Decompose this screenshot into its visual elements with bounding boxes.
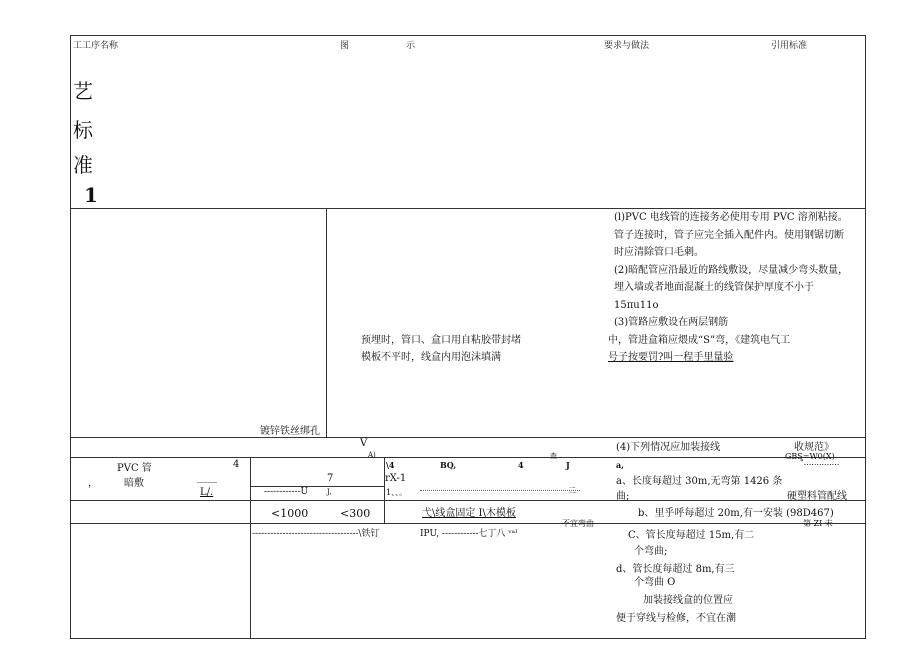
row-divider-3 [70, 457, 866, 458]
diagram-ipu: IPU, ------------七丁八 ᵛᵃᴵ [420, 529, 518, 539]
item-d: d、管长度每超过 8m,有三 [616, 564, 735, 575]
diagram-dash-u: ------------U [264, 487, 309, 497]
req-line: (l)PVC 电线管的连接务必使用专用 PVC 溶剂粘接。 [614, 212, 848, 223]
standard-pvc-wiring: 硬塑料管配线 [787, 491, 847, 502]
diagram-bq: BQ, [440, 460, 457, 470]
diagram-box-fix: 弋\线盒固定 I\木模板 [422, 508, 516, 519]
frame-left [70, 35, 71, 639]
side-title-char-1: 艺 [73, 79, 93, 103]
diagram-ra: a, [616, 460, 624, 470]
dimension-1000: <1000 [271, 507, 309, 520]
label-comma: ， [88, 478, 98, 489]
req-line-s-bend: 中，管进盒箱应煨成“S”弯，《建筑电气工 [608, 335, 791, 346]
label-concealed: 暗敷 [124, 478, 144, 489]
item-a-cont: 曲; [616, 491, 630, 502]
row-divider-4 [70, 500, 866, 501]
standard-gb: GBS=W0(X) [785, 452, 835, 461]
item-b: b、里乎呼每超过 20m,有一安装 (98D467) [638, 508, 834, 519]
req-line: (2)暗配管应沿最近的路线敷设，尽量减少弯头数量， [614, 264, 849, 276]
standard-code-spec: 收规范》 [794, 442, 834, 453]
header-process-name: 工工序名称 [73, 41, 119, 51]
diagram-rx: rX-1 [385, 473, 407, 484]
req-line: 15πu11o [614, 299, 659, 311]
req-line: 时应清除管口毛刺。 [614, 247, 704, 258]
req-line: (3)管路应敷设在两层钢筋 [614, 317, 729, 328]
diagram-quote-dots: ".............. [800, 458, 840, 467]
col-divider-3 [384, 457, 385, 523]
req-line: 埋入墙或者地面混凝土的线管保护厚度不小于 [614, 282, 814, 293]
header-diagram-b: 示 [406, 41, 416, 51]
diagram-er: 二 [568, 486, 576, 495]
diagram-r4: 4 [518, 460, 524, 470]
header-requirements: 要求与做法 [604, 41, 650, 51]
frame-top [70, 35, 866, 36]
label-l-slash: L/. [200, 487, 214, 498]
diagram-rj: J [566, 460, 570, 470]
note-foam: 模板不平时，线盒内用泡沫填满 [361, 352, 501, 363]
label-four: 4 [233, 459, 240, 470]
note-sealing: 预埋时，管口、盒口用自粘胶带封堵 [361, 335, 521, 346]
req-line: 管子连接时，管子应完全插入配件内。使用钢锯切断 [614, 229, 844, 241]
standard-clause: 第 ZI 未 [803, 519, 833, 528]
side-title-char-2: 标 [73, 118, 93, 142]
diagram-slash-4: \4 [386, 460, 395, 470]
item-e: 加装接线盒的位置应 [643, 595, 733, 606]
note-galvanized-wire: 镀锌铁丝绑孔 [260, 426, 320, 437]
row-divider-5 [70, 523, 866, 524]
item-c: C、管长度每超过 15m,有二 [628, 530, 755, 541]
diagram-seven: 7 [327, 473, 334, 484]
frame-bottom [70, 638, 866, 639]
item-c-cont: 个弯曲; [634, 546, 668, 557]
req-line-acceptance: 号子按要罚?叫一程手里量验 [608, 352, 734, 363]
note-v: V [360, 438, 368, 449]
diagram-one: 1、、。 [386, 488, 408, 497]
diagram-dots-line [420, 490, 580, 492]
label-pvc-pipe: PVC 管 [117, 463, 152, 474]
dimension-300: <300 [340, 507, 371, 520]
section4-title: (4)下列情况应加装接线 [616, 442, 721, 453]
requirements-block [614, 209, 866, 332]
item-f: 便于穿线与检修，不宜在潮 [616, 613, 736, 624]
note-paren: A) [368, 451, 376, 459]
diagram-no-bend: 不宜弯曲 [562, 519, 594, 528]
col-divider-1 [326, 208, 327, 437]
col-divider-2 [250, 457, 251, 638]
row-divider-2 [70, 437, 866, 438]
frame-right [865, 35, 866, 639]
item-d-cont: 个弯曲 O [634, 577, 676, 588]
side-title-char-4: 1 [84, 183, 98, 207]
diagram-j: J, [327, 488, 332, 496]
note-cha: 查 [550, 452, 557, 460]
label-underline: ____ [197, 472, 217, 483]
item-a: a、长度每超过 30m,无弯第 1426 条 [616, 476, 783, 487]
diagram-nail: -----------------------------------\铁钉 [252, 529, 380, 539]
header-standard: 引用标准 [771, 41, 808, 51]
side-title-char-3: 准 [73, 153, 93, 177]
header-diagram-a: 图 [340, 41, 350, 51]
